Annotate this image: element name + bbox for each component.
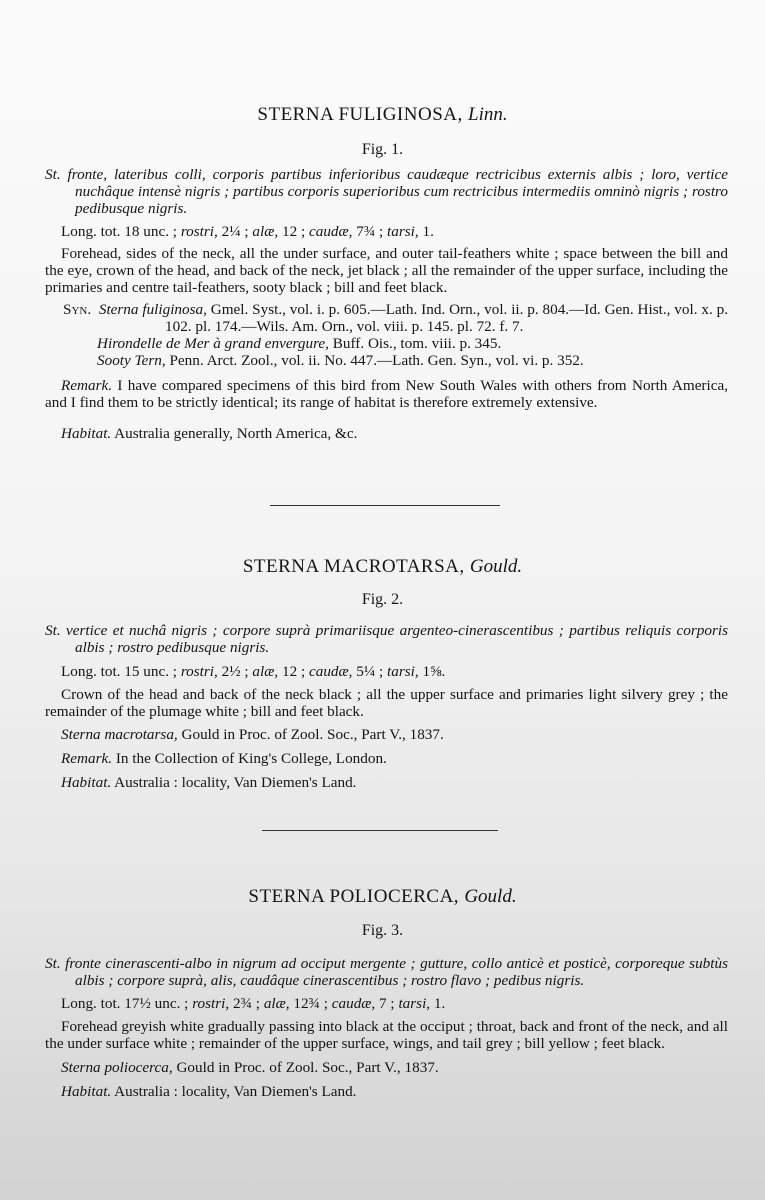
italic-text: Remark. — [61, 750, 113, 767]
text-run: 2¾ ; — [229, 995, 264, 1012]
section-2-body — [45, 622, 728, 791]
remark — [45, 377, 728, 411]
text-run: Long. tot. 15 unc. ; — [61, 663, 181, 680]
italic-text: Habitat. — [61, 1083, 112, 1100]
text-run: 12 ; — [278, 663, 309, 680]
text-run: Penn. Arct. Zool., vol. ii. No. 447.—Lath. Gen. Syn., vol. vi. p. 352. — [165, 352, 584, 369]
italic-text: rostri, — [180, 223, 218, 240]
italic-text: rostri, — [180, 663, 218, 680]
synonym — [45, 1059, 728, 1076]
measurements — [45, 995, 728, 1012]
text-run: 2½ ; — [217, 663, 253, 680]
text-run: Australia generally, North America, &c. — [111, 425, 358, 442]
text-run: Gmel. Syst., vol. i. p. 605.—Lath. Ind. Orn., vol. ii. p. 804.—Id. Gen. Hist., vol. x. p. 102. pl. 174.—Wils. Am. Orn., vol. viii. p. 145. pl. 72. f. 7. — [165, 301, 728, 335]
text-run: 5¼ ; — [352, 663, 388, 680]
italic-text: Habitat. — [61, 774, 112, 791]
habitat — [45, 425, 728, 442]
section-3-body — [45, 955, 728, 1100]
italic-text: Sooty Tern, — [97, 352, 166, 369]
italic-text: rostri, — [192, 995, 230, 1012]
italic-text: caudæ, — [331, 995, 376, 1012]
section-1-body — [45, 166, 728, 442]
italic-text: Hirondelle de Mer à grand envergure, — [97, 335, 329, 352]
synonym-entry — [45, 335, 728, 352]
text-run: 12¾ ; — [289, 995, 332, 1012]
italic-text: alæ, — [263, 995, 290, 1012]
synonym-entry — [99, 301, 728, 335]
species-title-1: STERNA FULIGINOSA, Linn. — [257, 104, 508, 125]
text-run: 12 ; — [278, 223, 309, 240]
italic-text: tarsi, — [387, 663, 419, 680]
text-run: 2¼ ; — [217, 223, 253, 240]
italic-text: caudæ, — [308, 663, 353, 680]
text-run: 7 ; — [375, 995, 399, 1012]
synonymy: Syn. Sterna fuliginosa, Gmel. Syst., vol. i. p. 605.—Lath. Ind. Orn., vol. ii. p. 804.—Id. Gen. Hist., vol. x. p. 102. pl. 174.—Wils. Am. Orn., vol. viii. p. 145. pl. 72. f. 7. — [63, 301, 728, 335]
synonym-entry — [45, 352, 728, 369]
italic-text: Sterna fuliginosa, — [98, 301, 207, 318]
italic-text: Sterna poliocerca, — [61, 1059, 173, 1076]
measurements — [45, 223, 728, 240]
italic-text: caudæ, — [308, 223, 353, 240]
measurements — [45, 663, 728, 680]
italic-text: Habitat. — [61, 425, 112, 442]
species-title-2: STERNA MACROTARSA, Gould. — [242, 556, 523, 577]
italic-text: tarsi, — [398, 995, 431, 1012]
text-run: 1⅝. — [418, 663, 446, 680]
figure-label-1: Fig. 1. — [361, 141, 404, 158]
latin-diagnosis: St. vertice et nuchâ nigris ; corpore suprà primariisque argenteo-cinerascentibus ; partibus reliquis corporis albis ; rostro pedibusque nigris. — [45, 622, 728, 656]
section-divider — [270, 505, 500, 506]
text-run: Australia : locality, Van Diemen's Land. — [111, 774, 357, 791]
text-run: Buff. Ois., tom. viii. p. 345. — [328, 335, 502, 352]
latin-diagnosis: St. fronte cinerascenti-albo in nigrum ad occiput mergente ; gutture, collo anticè et posticè, corporeque subtùs albis ; corpore suprà, alis, caudâque cinerascentibus ; rostro flavo ; pedibus nigris. — [45, 955, 728, 989]
text-run: 1. — [418, 223, 434, 240]
italic-text: Sterna macrotarsa, — [61, 726, 178, 743]
latin-diagnosis: St. fronte, lateribus colli, corporis partibus inferioribus caudæque rectricibus externis albis ; loro, vertice nuchâque intensè nigris ; partibus corporis superioribus cum rectricibus intermediis omninò nigris ; rostro pedibusque nigris. — [45, 166, 728, 217]
italic-text: tarsi, — [387, 223, 419, 240]
description: Forehead greyish white gradually passing into black at the occiput ; throat, back and front of the neck, and all the under surface white ; remainder of the upper surface, wings, and tail grey ; bill yellow ; feet black. — [45, 1018, 728, 1052]
synonym — [45, 726, 728, 743]
text-run: Long. tot. 17½ unc. ; — [61, 995, 193, 1012]
text-run: In the Collection of King's College, London. — [112, 750, 387, 767]
text-run: 7¾ ; — [352, 223, 388, 240]
text-run: Gould in Proc. of Zool. Soc., Part V., 1837. — [172, 1059, 439, 1076]
description: Forehead, sides of the neck, all the under surface, and outer tail-feathers white ; space between the bill and the eye, crown of the head, and back of the neck, jet black ; all the remainder of the upper surface, including the primaries and centre tail-feathers, sooty black ; bill and feet black. — [45, 245, 728, 296]
habitat — [45, 774, 728, 791]
text-run: I have compared specimens of this bird from New South Wales with others from North America, and I find them to be strictly identical; its range of habitat is therefore extremely extensive. — [45, 377, 728, 411]
italic-text: alæ, — [252, 223, 279, 240]
habitat — [45, 1083, 728, 1100]
figure-label-2: Fig. 2. — [361, 591, 404, 608]
section-divider — [262, 830, 498, 831]
description: Crown of the head and back of the neck black ; all the upper surface and primaries light silvery grey ; the remainder of the plumage white ; bill and feet black. — [45, 686, 728, 720]
text-run: Australia : locality, Van Diemen's Land. — [111, 1083, 357, 1100]
italic-text: Remark. — [61, 377, 113, 394]
text-run: Gould in Proc. of Zool. Soc., Part V., 1837. — [177, 726, 444, 743]
text-run: Long. tot. 18 unc. ; — [61, 223, 181, 240]
italic-text: alæ, — [252, 663, 279, 680]
text-run: 1. — [430, 995, 446, 1012]
remark — [45, 750, 728, 767]
species-title-3: STERNA POLIOCERCA, Gould. — [248, 886, 517, 907]
figure-label-3: Fig. 3. — [361, 922, 404, 939]
